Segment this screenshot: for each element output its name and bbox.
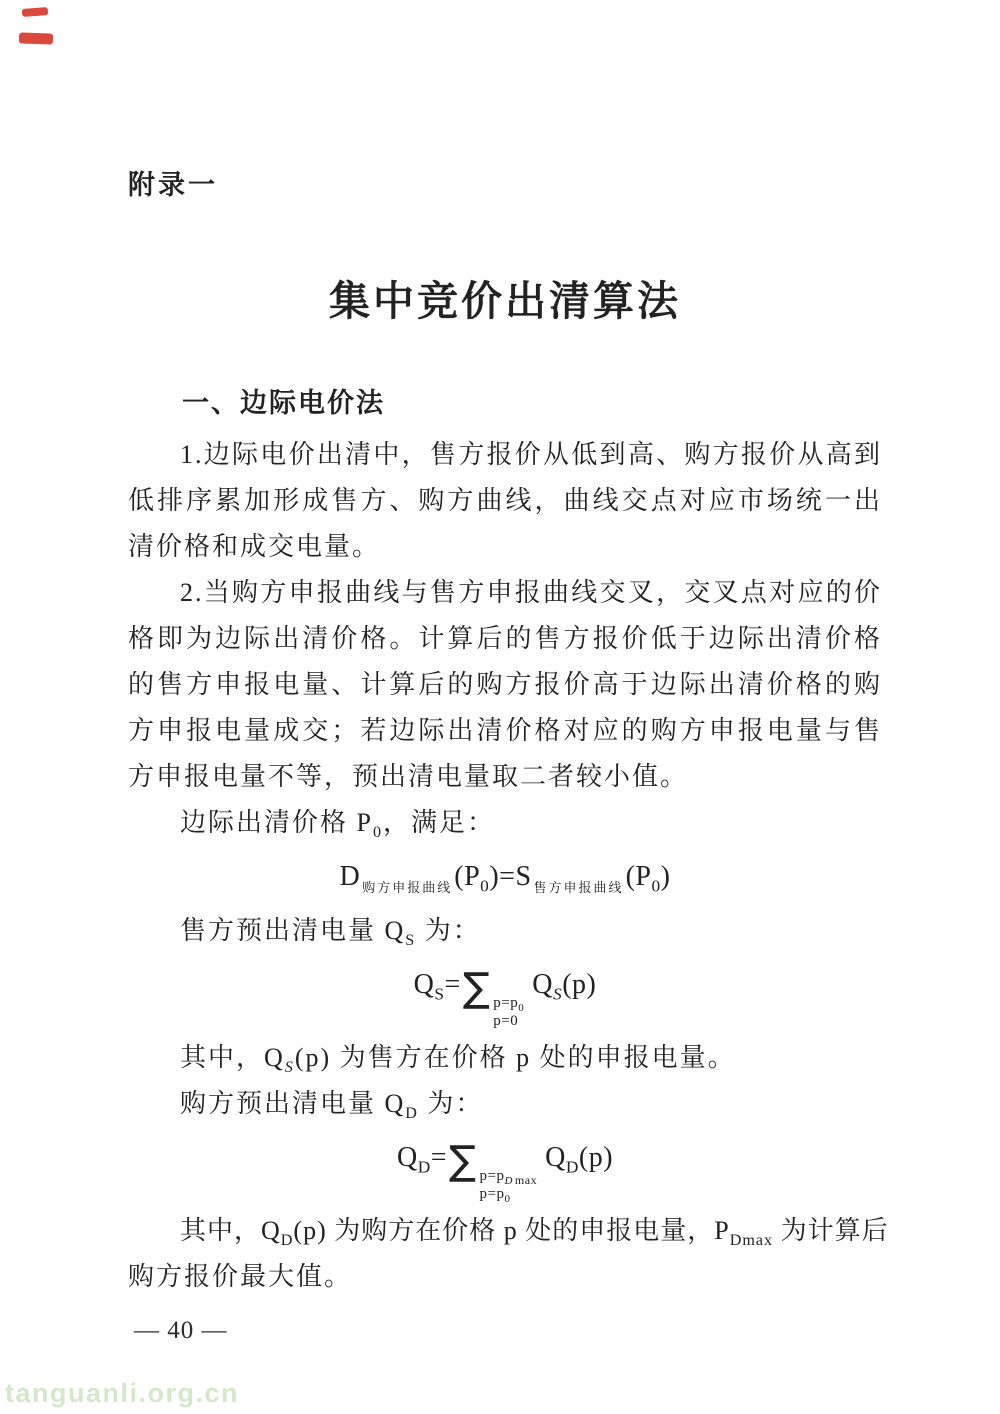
demand-curve-subscript: 购方申报曲线 bbox=[362, 879, 453, 895]
marginal-price-text-end: ，满足： bbox=[383, 808, 496, 837]
red-pen-mark bbox=[22, 7, 48, 17]
buyer-quantity-line bbox=[128, 1081, 882, 1127]
page-number: — 40 — bbox=[134, 1317, 228, 1344]
qd-term-arg: (p) bbox=[578, 1142, 614, 1173]
qs-subscript: S bbox=[405, 932, 417, 950]
sum-symbol: ∑ bbox=[449, 1138, 477, 1184]
buyer-note-text-end: 为计算后 bbox=[773, 1216, 889, 1245]
seller-note-text-end: (p) 为售方在价格 p 处的申报电量。 bbox=[294, 1043, 736, 1072]
qs-term: Q bbox=[532, 969, 553, 1000]
page-title: 集中竞价出清算法 bbox=[329, 278, 681, 324]
sum-upper-limit: $p=p_0$ bbox=[493, 995, 525, 1014]
equals-supply-var: )=S bbox=[489, 861, 532, 892]
qd-term: Q bbox=[545, 1142, 566, 1173]
p0-subscript: 0 bbox=[372, 824, 384, 842]
buyer-note-line-2: 购方报价最大值。 bbox=[128, 1262, 353, 1291]
marginal-price-text: 边际出清价格 P bbox=[180, 808, 373, 837]
p0-subscript: 0 bbox=[651, 876, 661, 896]
qd-subscript: D bbox=[280, 1232, 294, 1250]
sum-limits bbox=[493, 994, 524, 1030]
sum-lower-limit: p=0 bbox=[493, 1013, 519, 1029]
buyer-note-line bbox=[128, 1208, 889, 1254]
watermark: tanguanli.org.cn bbox=[5, 1378, 240, 1408]
p0-subscript: 0 bbox=[480, 876, 490, 896]
section-heading: 一、边际电价法 bbox=[182, 388, 385, 418]
sum-limits bbox=[480, 1167, 538, 1203]
formula-buyer-clearing-quantity bbox=[128, 1132, 882, 1203]
pdmax-subscript: Dmax bbox=[729, 1232, 774, 1250]
qd-var: Q bbox=[396, 1142, 418, 1173]
qs-subscript: S bbox=[434, 984, 445, 1004]
seller-quantity-text: 售方预出清电量 Q bbox=[180, 916, 406, 945]
sum-upper-limit: $p=p_{D max}$ bbox=[479, 1168, 538, 1187]
sum-symbol: ∑ bbox=[462, 965, 491, 1011]
paragraph-1: 1.边际电价出清中，售方报价从低到高、购方报价从高到低排序累加形成售方、购方曲线，曲线交点对应市场统一出清价格和成交电量。 bbox=[128, 440, 882, 561]
sum-lower-limit: $p=p_0$ bbox=[479, 1186, 511, 1205]
formula-seller-clearing-quantity bbox=[128, 959, 882, 1030]
buyer-note-text: 其中，Q bbox=[180, 1216, 281, 1245]
buyer-note-text-mid: (p) 为购方在价格 p 处的申报电量，P bbox=[293, 1216, 730, 1245]
formula-demand-equals-supply bbox=[128, 851, 882, 903]
demand-var: D bbox=[339, 861, 361, 892]
qs-term-subscript: S bbox=[553, 984, 563, 1004]
red-pen-mark bbox=[19, 32, 53, 44]
qs-var: Q bbox=[413, 969, 435, 1000]
seller-note-text: 其中，Q bbox=[180, 1043, 285, 1072]
formula-text: ) bbox=[660, 861, 671, 892]
qd-subscript: D bbox=[405, 1105, 419, 1123]
equals-sign: = bbox=[444, 969, 461, 1000]
page-content bbox=[128, 0, 889, 1346]
buyer-quantity-text: 购方预出清电量 Q bbox=[180, 1089, 406, 1118]
qs-term-arg: (p) bbox=[562, 969, 597, 1000]
appendix-label: 附录一 bbox=[128, 170, 218, 200]
buyer-quantity-text-end: 为： bbox=[418, 1089, 484, 1118]
seller-note-line bbox=[128, 1035, 882, 1081]
seller-quantity-text-end: 为： bbox=[416, 916, 481, 945]
qd-subscript: D bbox=[417, 1157, 431, 1177]
qd-term-subscript: D bbox=[565, 1157, 579, 1177]
equals-sign: = bbox=[430, 1142, 448, 1173]
paragraph-2: 2.当购方申报曲线与售方申报曲线交叉，交叉点对应的价格即为边际出清价格。计算后的售方报价低于边际出清价格的售方申报电量、计算后的购方报价高于边际出清价格的购方申报电量成交；若边际出清价格对应的购方申报电量与售方申报电量不等，预出清电量取二者较小值。 bbox=[128, 578, 882, 791]
supply-curve-subscript: 售方申报曲线 bbox=[533, 879, 624, 895]
marginal-price-line bbox=[128, 800, 882, 846]
qs-subscript: S bbox=[284, 1059, 295, 1077]
formula-text: (P bbox=[625, 861, 652, 892]
formula-text: (P bbox=[454, 861, 481, 892]
seller-quantity-line bbox=[128, 908, 882, 954]
